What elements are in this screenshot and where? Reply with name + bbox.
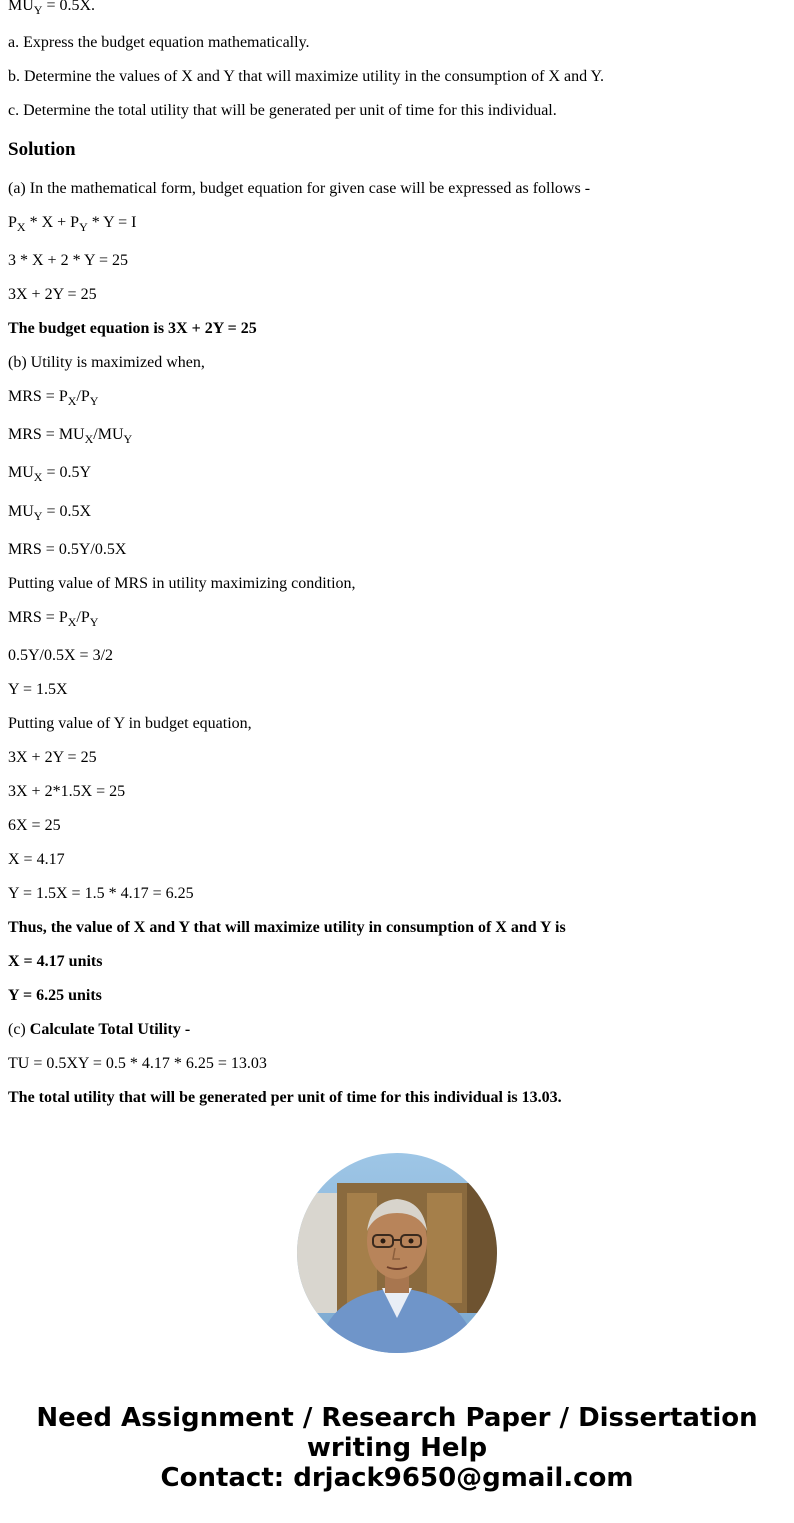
part-b-intro: (b) Utility is maximized when,	[8, 354, 205, 371]
substituted-equation: 3X + 2*1.5X = 25	[8, 783, 126, 800]
putting-mrs-text: Putting value of MRS in utility maximizing condition,	[8, 575, 356, 592]
y-value: Y = 1.5X = 1.5 * 4.17 = 6.25	[8, 885, 194, 902]
mrs-mu-ratio: MRS = $MU_X/MU_Y$	[8, 426, 133, 446]
mrs-price-ratio-2: MRS = $P_X/P_Y$	[8, 609, 99, 629]
putting-y-text: Putting value of Y in budget equation,	[8, 715, 252, 732]
budget-simplified-equation: 3X + 2Y = 25	[8, 286, 97, 303]
mu-x-equation: $MU_X = 0.5Y$	[8, 464, 92, 484]
author-portrait-image	[297, 1153, 497, 1353]
solution-heading: Solution	[8, 139, 76, 160]
budget-numeric-equation: 3 * X + 2 * Y = 25	[8, 252, 128, 269]
y-units: Y = 6.25 units	[8, 987, 102, 1004]
budget-conclusion: The budget equation is 3X + 2Y = 25	[8, 320, 257, 337]
promo-contact: Contact: drjack9650@gmail.com	[160, 1463, 634, 1493]
x-value: X = 4.17	[8, 851, 65, 868]
part-b-conclusion: Thus, the value of X and Y that will maximize utility in consumption of X and Y is	[8, 919, 566, 936]
question-part-b: b. Determine the values of X and Y that will maximize utility in the consumption of X and Y.	[8, 68, 605, 85]
promo-line-2: writing Help	[306, 1433, 488, 1463]
y-in-terms-of-x: Y = 1.5X	[8, 681, 68, 698]
mrs-price-ratio: MRS = $P_X/P_Y$	[8, 388, 99, 408]
six-x-equation: 6X = 25	[8, 817, 61, 834]
question-part-a: a. Express the budget equation mathematically.	[8, 34, 310, 51]
mu-y-given: $MU_Y = 0.5X$.	[8, 0, 96, 17]
x-units: X = 4.17 units	[8, 953, 103, 970]
budget-general-equation: $P_X * X + P_Y * Y = I$	[8, 214, 137, 234]
promo-line-1: Need Assignment / Research Paper / Dissertation	[36, 1403, 758, 1433]
part-a-intro: (a) In the mathematical form, budget equation for given case will be expressed as follows -	[8, 180, 591, 197]
part-c-conclusion: The total utility that will be generated per unit of time for this individual is 13.03.	[8, 1089, 562, 1106]
budget-equation-again: 3X + 2Y = 25	[8, 749, 97, 766]
mu-y-equation: $MU_Y = 0.5X$	[8, 503, 92, 523]
author-avatar	[297, 1153, 497, 1353]
mrs-value: MRS = 0.5Y/0.5X	[8, 541, 127, 558]
question-part-c: c. Determine the total utility that will be generated per unit of time for this individual.	[8, 102, 557, 119]
total-utility-equation: TU = 0.5XY = 0.5 * 4.17 * 6.25 = 13.03	[8, 1055, 267, 1072]
ratio-equation: 0.5Y/0.5X = 3/2	[8, 647, 114, 664]
promo-banner	[0, 1403, 794, 1493]
part-c-heading: (c) Calculate Total Utility -	[8, 1021, 191, 1038]
